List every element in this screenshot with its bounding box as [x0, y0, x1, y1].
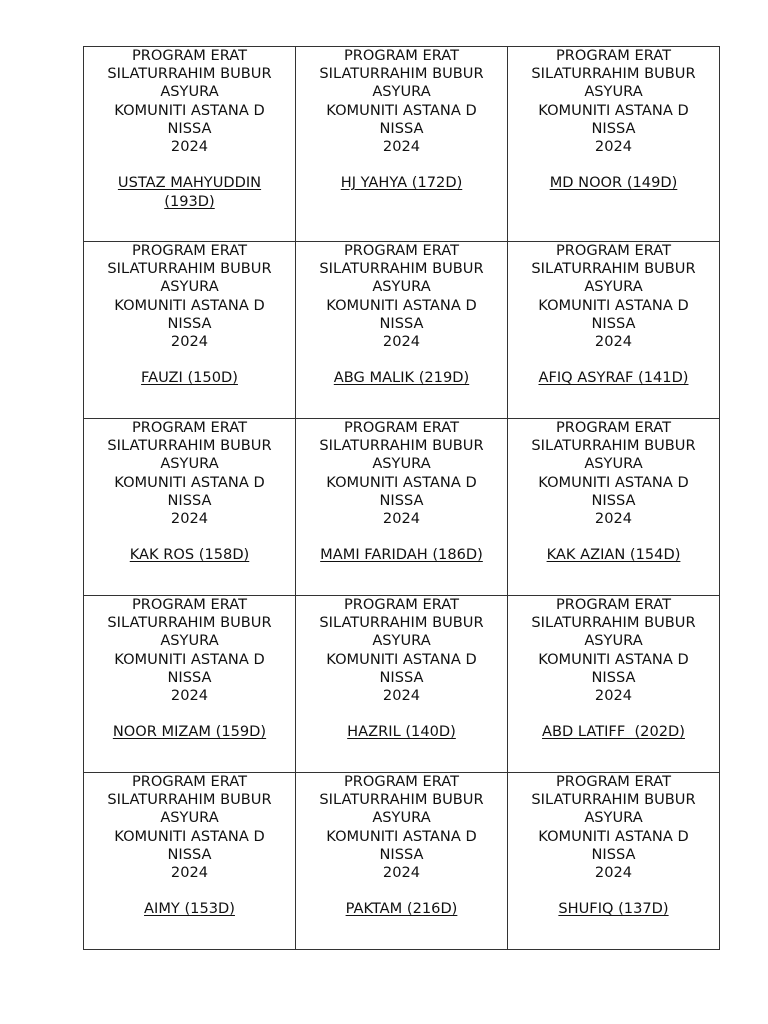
year-line: 2024 [594, 864, 633, 882]
community-line: NISSA [379, 845, 424, 863]
community-line: KOMUNITI ASTANA D [114, 101, 265, 119]
label-row [84, 47, 720, 242]
year-line: 2024 [382, 864, 421, 882]
recipient-name: ABG MALIK (219D) [333, 369, 470, 387]
recipient-name: NOOR MIZAM (159D) [112, 723, 267, 741]
community-line: NISSA [379, 119, 424, 137]
year-line: 2024 [382, 510, 421, 528]
recipient-name: AFIQ ASYRAF (141D) [538, 369, 689, 387]
community-line: NISSA [167, 314, 212, 332]
year-line: 2024 [170, 333, 209, 351]
community-line: KOMUNITI ASTANA D [114, 296, 265, 314]
community-line: NISSA [167, 491, 212, 509]
community-line: NISSA [379, 491, 424, 509]
program-title-line: SILATURRAHIM BUBUR [319, 260, 484, 278]
program-title-line: SILATURRAHIM BUBUR [107, 260, 272, 278]
program-title-line: PROGRAM ERAT [555, 242, 672, 259]
program-title-line: SILATURRAHIM BUBUR [531, 614, 696, 632]
program-title-line: ASYURA [584, 632, 643, 650]
program-title-line: ASYURA [160, 83, 219, 101]
program-title-line: ASYURA [372, 632, 431, 650]
program-title-line: PROGRAM ERAT [555, 596, 672, 613]
year-line: 2024 [170, 510, 209, 528]
program-title-line: PROGRAM ERAT [343, 47, 460, 64]
recipient-name: MD NOOR (149D) [549, 174, 678, 192]
program-title-line: ASYURA [160, 632, 219, 650]
recipient-name: USTAZ MAHYUDDIN (193D) [117, 174, 262, 210]
community-line: KOMUNITI ASTANA D [114, 650, 265, 668]
community-line: KOMUNITI ASTANA D [538, 101, 689, 119]
label-cell [84, 47, 296, 242]
year-line: 2024 [594, 510, 633, 528]
program-title-line: ASYURA [584, 83, 643, 101]
community-line: KOMUNITI ASTANA D [326, 827, 477, 845]
program-title-line: ASYURA [372, 455, 431, 473]
program-title-line: SILATURRAHIM BUBUR [107, 437, 272, 455]
recipient-name: AIMY (153D) [144, 900, 235, 918]
community-line: KOMUNITI ASTANA D [538, 296, 689, 314]
recipient-name: HAZRIL (140D) [347, 723, 456, 741]
program-title-line: SILATURRAHIM BUBUR [107, 791, 272, 809]
recipient-name: PAKTAM (216D) [345, 900, 458, 918]
community-line: KOMUNITI ASTANA D [326, 101, 477, 119]
community-line: KOMUNITI ASTANA D [326, 650, 477, 668]
program-title-line: SILATURRAHIM BUBUR [107, 614, 272, 632]
label-cell [508, 242, 720, 419]
community-line: KOMUNITI ASTANA D [326, 473, 477, 491]
program-title-line: ASYURA [372, 83, 431, 101]
recipient-name: FAUZI (150D) [141, 369, 238, 387]
program-title-line: PROGRAM ERAT [343, 242, 460, 259]
program-title-line: ASYURA [584, 278, 643, 296]
label-cell [296, 242, 508, 419]
community-line: KOMUNITI ASTANA D [538, 650, 689, 668]
program-title-line: ASYURA [160, 455, 219, 473]
program-title-line: ASYURA [372, 278, 431, 296]
community-line: KOMUNITI ASTANA D [114, 827, 265, 845]
community-line: NISSA [591, 668, 636, 686]
program-title-line: PROGRAM ERAT [131, 419, 248, 436]
recipient-name: ABD LATIFF (202D) [542, 723, 685, 741]
year-line: 2024 [594, 333, 633, 351]
community-line: KOMUNITI ASTANA D [538, 473, 689, 491]
program-title-line: SILATURRAHIM BUBUR [319, 437, 484, 455]
community-line: NISSA [167, 668, 212, 686]
community-line: KOMUNITI ASTANA D [326, 296, 477, 314]
community-line: KOMUNITI ASTANA D [538, 827, 689, 845]
community-line: NISSA [379, 668, 424, 686]
community-line: KOMUNITI ASTANA D [114, 473, 265, 491]
program-title-line: PROGRAM ERAT [555, 773, 672, 790]
program-title-line: SILATURRAHIM BUBUR [531, 65, 696, 83]
label-cell [296, 419, 508, 596]
year-line: 2024 [382, 138, 421, 156]
recipient-name: MAMI FARIDAH (186D) [320, 546, 483, 564]
community-line: NISSA [591, 119, 636, 137]
program-title-line: PROGRAM ERAT [555, 47, 672, 64]
program-title-line: SILATURRAHIM BUBUR [531, 260, 696, 278]
community-line: NISSA [379, 314, 424, 332]
program-title-line: PROGRAM ERAT [343, 773, 460, 790]
community-line: NISSA [591, 491, 636, 509]
community-line: NISSA [591, 845, 636, 863]
label-row [84, 773, 720, 950]
year-line: 2024 [382, 333, 421, 351]
program-title-line: PROGRAM ERAT [131, 242, 248, 259]
program-title-line: SILATURRAHIM BUBUR [319, 614, 484, 632]
label-row [84, 596, 720, 773]
recipient-name: SHUFIQ (137D) [558, 900, 669, 918]
program-title-line: PROGRAM ERAT [131, 47, 248, 64]
program-title-line: PROGRAM ERAT [343, 596, 460, 613]
label-cell [296, 773, 508, 950]
label-cell [508, 596, 720, 773]
label-cell [296, 596, 508, 773]
program-title-line: SILATURRAHIM BUBUR [107, 65, 272, 83]
program-title-line: SILATURRAHIM BUBUR [319, 65, 484, 83]
program-title-line: PROGRAM ERAT [555, 419, 672, 436]
program-title-line: ASYURA [584, 809, 643, 827]
label-cell [84, 596, 296, 773]
program-title-line: SILATURRAHIM BUBUR [319, 791, 484, 809]
recipient-name: KAK ROS (158D) [129, 546, 250, 564]
year-line: 2024 [594, 687, 633, 705]
year-line: 2024 [170, 864, 209, 882]
program-title-line: SILATURRAHIM BUBUR [531, 791, 696, 809]
program-title-line: ASYURA [160, 809, 219, 827]
program-title-line: ASYURA [584, 455, 643, 473]
label-row [84, 242, 720, 419]
label-row [84, 419, 720, 596]
label-cell [84, 242, 296, 419]
program-title-line: ASYURA [372, 809, 431, 827]
program-title-line: SILATURRAHIM BUBUR [531, 437, 696, 455]
label-cell [84, 773, 296, 950]
year-line: 2024 [170, 687, 209, 705]
label-cell [508, 47, 720, 242]
label-cell [508, 773, 720, 950]
community-line: NISSA [591, 314, 636, 332]
label-cell [508, 419, 720, 596]
label-cell [84, 419, 296, 596]
recipient-name: KAK AZIAN (154D) [546, 546, 681, 564]
program-title-line: ASYURA [160, 278, 219, 296]
year-line: 2024 [594, 138, 633, 156]
program-title-line: PROGRAM ERAT [131, 596, 248, 613]
community-line: NISSA [167, 845, 212, 863]
label-cell [296, 47, 508, 242]
year-line: 2024 [382, 687, 421, 705]
recipient-name: HJ YAHYA (172D) [340, 174, 463, 192]
program-title-line: PROGRAM ERAT [343, 419, 460, 436]
year-line: 2024 [170, 138, 209, 156]
label-grid [83, 46, 720, 950]
program-title-line: PROGRAM ERAT [131, 773, 248, 790]
community-line: NISSA [167, 119, 212, 137]
